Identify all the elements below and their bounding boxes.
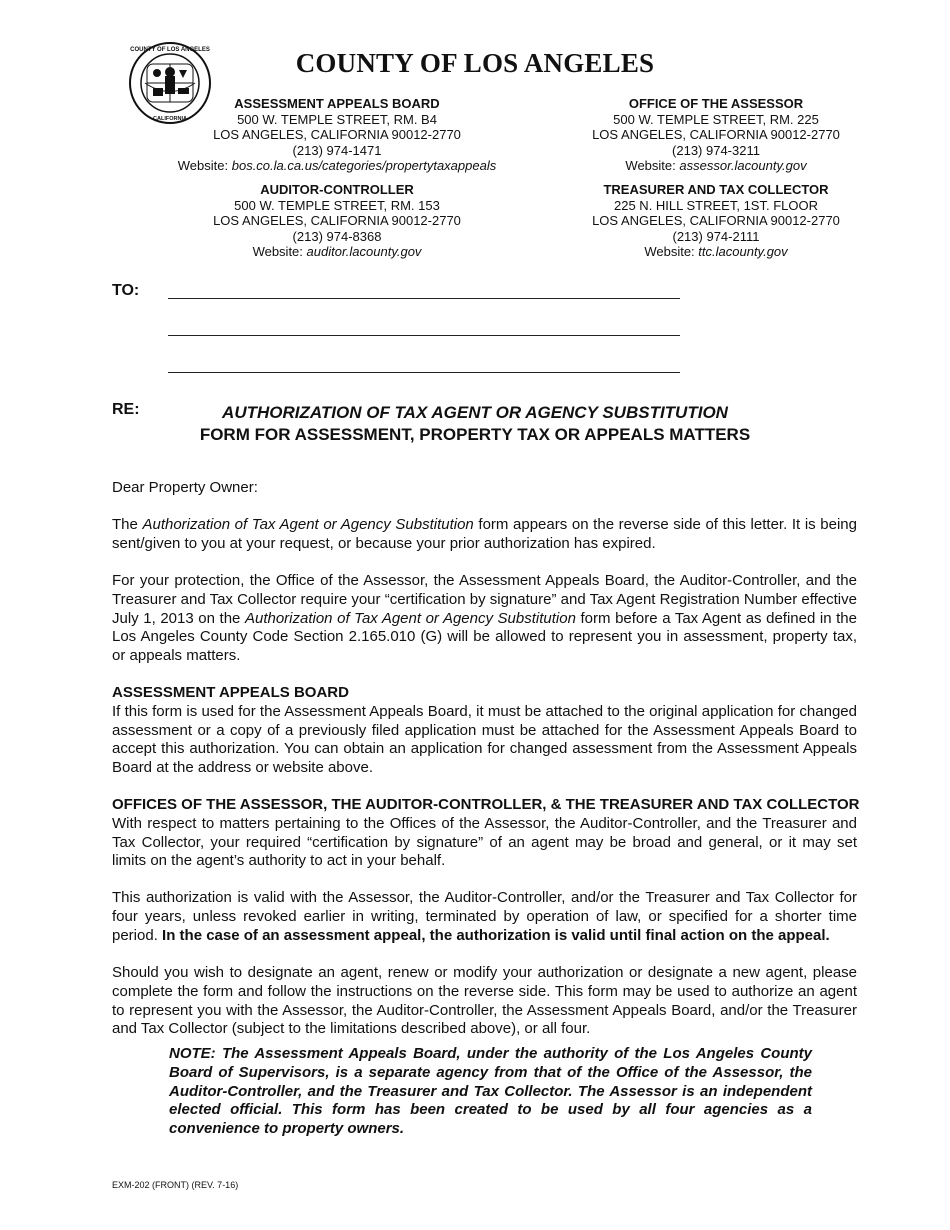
validity-paragraph bbox=[112, 889, 857, 945]
office-address-line1: 225 N. HILL STREET, 1ST. FLOOR bbox=[614, 197, 818, 213]
office-phone: (213) 974-8368 bbox=[292, 228, 382, 244]
office-name: OFFICE OF THE ASSESSOR bbox=[628, 96, 804, 111]
intro-paragraph bbox=[112, 516, 857, 554]
designate-paragraph: Should you wish to designate an agent, renew or modify your authorization or designate a new agent, please complete the form and follow the instructions on the reverse side. This form may be used to authorize an agent to represent you with the Assessor, the Auditor-Controller, the Assessment Appeals Board, and/or the Treasurer and Tax Collector (subject to the limitations described above), or all four. bbox=[112, 964, 857, 1038]
office-address-line2: LOS ANGELES, CALIFORNIA 90012-2770 bbox=[592, 127, 840, 142]
form-number-footer: EXM-202 (FRONT) (REV. 7-16) bbox=[112, 1180, 239, 1190]
svg-text:COUNTY OF LOS ANGELES: COUNTY OF LOS ANGELES bbox=[130, 47, 210, 53]
to-address-line-2[interactable] bbox=[168, 335, 680, 336]
office-block-assessment-appeals-board bbox=[167, 96, 507, 174]
text-run: form appears on the reverse side of this letter. It is being sent/given to you at your request, or because your prior authorization has expired. bbox=[112, 516, 857, 552]
salutation: Dear Property Owner: bbox=[112, 479, 258, 496]
note-block: NOTE: The Assessment Appeals Board, under the authority of the Los Angeles County Board of Supervisors, is a separate agency from that of the Office of the Assessor, the Auditor-Controller, and the Treasurer and Tax Collector. The Assessor is an independent elected official. This form has been created to be used by all four agencies as a convenience to property owners. bbox=[169, 1045, 812, 1138]
office-address-line1: 500 W. TEMPLE STREET, RM. B4 bbox=[237, 111, 437, 127]
website-label: Website: bbox=[252, 244, 303, 259]
office-website bbox=[546, 158, 886, 174]
re-subject-line2: FORM FOR ASSESSMENT, PROPERTY TAX OR APPEALS MATTERS bbox=[199, 425, 751, 444]
website-label: Website: bbox=[177, 158, 229, 173]
website-link[interactable]: ttc.lacounty.gov bbox=[698, 244, 788, 259]
website-link[interactable]: bos.co.la.ca.us/categories/propertytaxappeals bbox=[231, 158, 497, 173]
office-phone: (213) 974-3211 bbox=[672, 142, 760, 158]
re-label: RE: bbox=[112, 401, 140, 418]
section-text: With respect to matters pertaining to the Offices of the Assessor, the Auditor-Controller, and the Treasurer and Tax Collector, your required “certification by signature” of an agent may be broad and general, or it may set limits on the agent’s authority to act in your behalf. bbox=[112, 814, 857, 870]
office-website bbox=[167, 158, 507, 174]
validity-bold-note: In the case of an assessment appeal, the authorization is valid until final action on the appeal. bbox=[162, 926, 830, 944]
to-address-line-1[interactable] bbox=[168, 298, 680, 299]
re-subject-line1: AUTHORIZATION OF TAX AGENT OR AGENCY SUBSTITUTION bbox=[222, 403, 728, 422]
office-block-treasurer-tax-collector bbox=[546, 182, 886, 260]
office-phone: (213) 974-1471 bbox=[292, 142, 382, 158]
office-address-line2: LOS ANGELES, CALIFORNIA 90012-2770 bbox=[213, 213, 461, 228]
protection-paragraph bbox=[112, 572, 857, 666]
re-subject bbox=[0, 402, 950, 446]
section-text: If this form is used for the Assessment Appeals Board, it must be attached to the original application for changed assessment or a copy of a previously filed application must be attached for the Assessment Appeals Board to accept this authorization. You can obtain an application for changed assessment from the Assessment Appeals Board at the address or website above. bbox=[112, 702, 857, 777]
office-address-line1: 500 W. TEMPLE STREET, RM. 225 bbox=[613, 111, 819, 127]
website-label: Website: bbox=[625, 158, 676, 173]
text-run: For your protection, the Office of the Assessor, the Assessment Appeals Board, the Auditor-Controller, and the Treasurer and Tax Collector require your “certification by signature” and Tax Agent Registration Number effective July 1, 2013 on the bbox=[112, 572, 857, 627]
page-title: COUNTY OF LOS ANGELES bbox=[295, 48, 655, 78]
section-assessment-appeals-board bbox=[112, 684, 857, 778]
svg-text:CALIFORNIA: CALIFORNIA bbox=[153, 116, 187, 122]
website-link[interactable]: auditor.lacounty.gov bbox=[306, 244, 422, 259]
office-website bbox=[546, 244, 886, 260]
to-label: TO: bbox=[112, 282, 140, 299]
office-address-line2: LOS ANGELES, CALIFORNIA 90012-2770 bbox=[592, 213, 840, 228]
form-name-emphasis: Authorization of Tax Agent or Agency Substitution bbox=[142, 516, 474, 533]
website-label: Website: bbox=[644, 244, 695, 259]
office-name: TREASURER AND TAX COLLECTOR bbox=[603, 182, 829, 197]
section-heading: OFFICES OF THE ASSESSOR, THE AUDITOR-CONTROLLER, & THE TREASURER AND TAX COLLECTOR bbox=[112, 796, 860, 813]
office-block-assessor bbox=[546, 96, 886, 174]
section-heading: ASSESSMENT APPEALS BOARD bbox=[112, 684, 349, 701]
website-link[interactable]: assessor.lacounty.gov bbox=[679, 158, 807, 173]
section-offices bbox=[112, 796, 860, 871]
office-block-auditor-controller bbox=[167, 182, 507, 260]
office-address-line2: LOS ANGELES, CALIFORNIA 90012-2770 bbox=[213, 127, 461, 142]
to-address-line-3[interactable] bbox=[168, 372, 680, 373]
office-phone: (213) 974-2111 bbox=[672, 228, 760, 244]
office-address-line1: 500 W. TEMPLE STREET, RM. 153 bbox=[234, 197, 440, 213]
text-run: The bbox=[112, 516, 143, 533]
office-name: ASSESSMENT APPEALS BOARD bbox=[234, 96, 440, 111]
text-run: form before a Tax Agent as defined in the Los Angeles County Code Section 2.165.010 (G) will be allowed to represent you in assessment, property tax, or appeals matters. bbox=[112, 609, 857, 665]
form-name-emphasis: Authorization of Tax Agent or Agency Substitution bbox=[244, 609, 576, 627]
text-run: This authorization is valid with the Assessor, the Auditor-Controller, and/or the Treasurer and Tax Collector for four years, unless revoked earlier in writing, terminated by operation of law, or specified for a shorter time period. bbox=[112, 889, 857, 944]
office-website bbox=[167, 244, 507, 260]
office-name: AUDITOR-CONTROLLER bbox=[260, 182, 414, 197]
